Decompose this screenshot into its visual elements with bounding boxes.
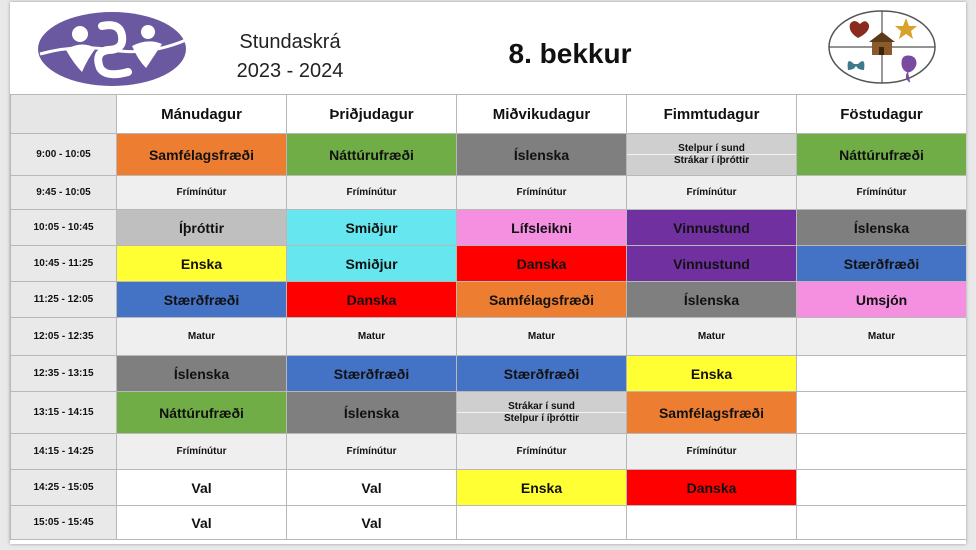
break-cell: Frímínútur [627, 434, 797, 470]
table-row [11, 246, 967, 282]
break-cell: Frímínútur [117, 434, 287, 470]
time-cell: 15:05 - 15:45 [11, 506, 117, 540]
timetable-body [11, 134, 967, 540]
day-header: Föstudagur [797, 95, 967, 134]
corner-cell [11, 95, 117, 134]
lesson-cell: Samfélagsfræði [457, 282, 627, 318]
lesson-cell: Vinnustund [627, 210, 797, 246]
lesson-cell: Íþróttir [117, 210, 287, 246]
empty-cell [797, 434, 967, 470]
empty-cell [457, 506, 627, 540]
time-cell: 9:00 - 10:05 [11, 134, 117, 176]
break-cell: Matur [117, 318, 287, 356]
break-cell: Frímínútur [287, 176, 457, 210]
lesson-cell: Val [287, 506, 457, 540]
lesson-cell: Vinnustund [627, 246, 797, 282]
split-lesson-cell [627, 134, 797, 176]
day-header: Mánudagur [117, 95, 287, 134]
empty-cell [797, 506, 967, 540]
class-title: 8. bekkur [508, 38, 632, 69]
table-row [11, 506, 967, 540]
split-lesson-group [457, 401, 626, 424]
break-cell: Frímínútur [797, 176, 967, 210]
lesson-cell: Stærðfræði [117, 282, 287, 318]
split-lesson-part: Stelpur í sund [627, 143, 796, 154]
empty-cell [797, 392, 967, 434]
lesson-cell: Náttúrufræði [287, 134, 457, 176]
timetable [10, 94, 966, 540]
lesson-cell: Íslenska [117, 356, 287, 392]
time-cell: 14:15 - 14:25 [11, 434, 117, 470]
lesson-cell: Stærðfræði [457, 356, 627, 392]
lesson-cell: Enska [457, 470, 627, 506]
day-header-row [11, 95, 967, 134]
table-row [11, 282, 967, 318]
break-cell: Frímínútur [457, 434, 627, 470]
school-logo [36, 10, 190, 88]
day-header: Þriðjudagur [287, 95, 457, 134]
time-cell: 12:05 - 12:35 [11, 318, 117, 356]
lesson-cell: Íslenska [457, 134, 627, 176]
emblem-logo [826, 8, 938, 86]
split-lesson-cell [457, 392, 627, 434]
lesson-cell: Danska [287, 282, 457, 318]
table-row [11, 356, 967, 392]
empty-cell [797, 356, 967, 392]
table-row [11, 434, 967, 470]
break-cell: Matur [457, 318, 627, 356]
time-cell: 12:35 - 13:15 [11, 356, 117, 392]
empty-cell [627, 506, 797, 540]
split-lesson-group [627, 143, 796, 166]
lesson-cell: Danska [627, 470, 797, 506]
split-lesson-part: Strákar í íþróttir [627, 154, 796, 166]
lesson-cell: Samfélagsfræði [627, 392, 797, 434]
lesson-cell: Náttúrufræði [117, 392, 287, 434]
time-cell: 10:05 - 10:45 [11, 210, 117, 246]
lesson-cell: Danska [457, 246, 627, 282]
break-cell: Frímínútur [627, 176, 797, 210]
table-row [11, 134, 967, 176]
school-year: 2023 - 2024 [236, 60, 344, 82]
page-title: Stundaskrá [239, 31, 341, 53]
lesson-cell: Samfélagsfræði [117, 134, 287, 176]
lesson-cell: Val [287, 470, 457, 506]
break-cell: Frímínútur [117, 176, 287, 210]
schedule-sheet [10, 2, 966, 544]
lesson-cell: Umsjón [797, 282, 967, 318]
schedule-header [10, 2, 966, 94]
lesson-cell: Lífsleikni [457, 210, 627, 246]
break-cell: Matur [287, 318, 457, 356]
break-cell: Frímínútur [457, 176, 627, 210]
day-header: Fimmtudagur [627, 95, 797, 134]
table-row [11, 318, 967, 356]
lesson-cell: Náttúrufræði [797, 134, 967, 176]
lesson-cell: Val [117, 470, 287, 506]
break-cell: Matur [797, 318, 967, 356]
day-header: Miðvikudagur [457, 95, 627, 134]
lesson-cell: Íslenska [287, 392, 457, 434]
lesson-cell: Val [117, 506, 287, 540]
time-cell: 13:15 - 14:15 [11, 392, 117, 434]
table-row [11, 392, 967, 434]
lesson-cell: Íslenska [797, 210, 967, 246]
lesson-cell: Smiðjur [287, 210, 457, 246]
title-block [220, 28, 360, 86]
lesson-cell: Íslenska [627, 282, 797, 318]
time-cell: 11:25 - 12:05 [11, 282, 117, 318]
time-cell: 9:45 - 10:05 [11, 176, 117, 210]
lesson-cell: Stærðfræði [287, 356, 457, 392]
break-cell: Matur [627, 318, 797, 356]
break-cell: Frímínútur [287, 434, 457, 470]
time-cell: 14:25 - 15:05 [11, 470, 117, 506]
lesson-cell: Enska [117, 246, 287, 282]
table-row [11, 470, 967, 506]
table-row [11, 210, 967, 246]
split-lesson-part: Stelpur í íþróttir [457, 412, 626, 424]
time-cell: 10:45 - 11:25 [11, 246, 117, 282]
lesson-cell: Enska [627, 356, 797, 392]
empty-cell [797, 470, 967, 506]
split-lesson-part: Strákar í sund [457, 401, 626, 412]
table-row [11, 176, 967, 210]
lesson-cell: Smiðjur [287, 246, 457, 282]
lesson-cell: Stærðfræði [797, 246, 967, 282]
